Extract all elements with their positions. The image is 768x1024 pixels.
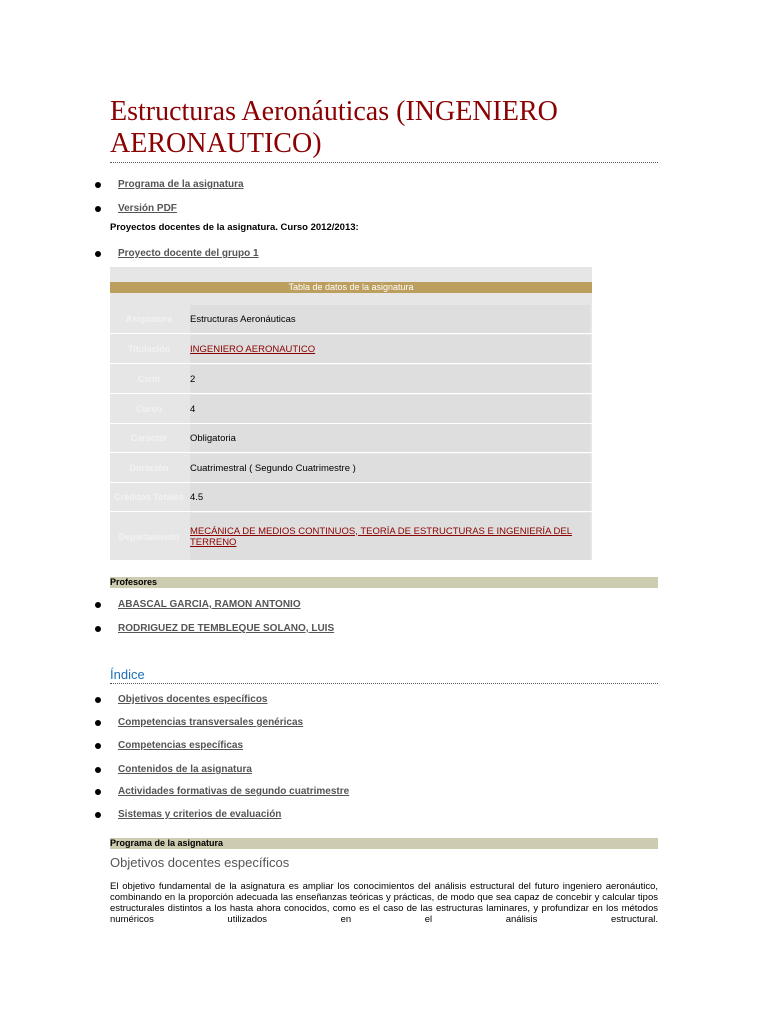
bullet-icon — [95, 767, 101, 773]
index-link[interactable]: Objetivos docentes específicos — [118, 694, 268, 705]
program-link[interactable]: Programa de la asignatura — [118, 179, 244, 190]
table-label: Ciclo — [137, 374, 160, 384]
program-heading: Programa de la asignatura — [110, 838, 658, 849]
objectives-heading: Objetivos docentes específicos — [110, 855, 290, 870]
index-link[interactable]: Competencias específicas — [118, 740, 244, 751]
bullet-icon — [95, 626, 101, 632]
pdf-version-link[interactable]: Versión PDF — [118, 203, 177, 214]
project-group-1-link[interactable]: Proyecto docente del grupo 1 — [118, 248, 259, 259]
course-data-table — [110, 267, 592, 560]
table-label: Departamento — [118, 531, 180, 542]
table-value: 4 — [190, 395, 590, 423]
index-link[interactable]: Contenidos de la asignatura — [118, 764, 252, 775]
table-label: Carácter — [130, 433, 168, 443]
department-link[interactable]: MECÁNICA DE MEDIOS CONTINUOS, TEORÍA DE ESTRUCTURAS E INGENIERÍA DEL TERRENO — [190, 513, 590, 560]
bullet-icon — [95, 812, 101, 818]
bullet-icon — [95, 720, 101, 726]
table-row — [110, 424, 592, 453]
bullet-icon — [95, 743, 101, 749]
bullet-icon — [95, 182, 101, 188]
professors-heading: Profesores — [110, 577, 658, 588]
table-row — [110, 365, 592, 394]
table-row — [110, 483, 592, 512]
projects-heading: Proyectos docentes de la asignatura. Curso 2012/2013: — [110, 222, 359, 233]
bullet-icon — [95, 789, 101, 795]
table-value: 4.5 — [190, 483, 590, 511]
table-row — [110, 335, 592, 364]
table-value: Cuatrimestral ( Segundo Cuatrimestre ) — [190, 454, 590, 482]
index-link[interactable]: Competencias transversales genéricas — [118, 717, 304, 728]
bullet-icon — [95, 697, 101, 703]
objectives-paragraph: El objetivo fundamental de la asignatura es ampliar los conocimientos del análisis estructural del futuro ingeniero aeronáutico, combinando en la proporción adecuada las enseñanzas teóricas y prácticas, de modo que sea capaz de concebir y calcular tipos estructurales distintos a los hasta ahora conocidos, como es el caso de las estructuras laminares, y profundizar en los métodos numéricos utilizados en el análisis estructural. — [110, 881, 658, 925]
bullet-icon — [95, 602, 101, 608]
table-row — [110, 395, 592, 424]
table-header: Tabla de datos de la asignatura — [110, 282, 592, 293]
table-value: 2 — [190, 365, 590, 393]
table-row — [110, 305, 592, 334]
degree-link[interactable]: INGENIERO AERONAUTICO — [190, 335, 590, 363]
index-heading: Índice — [110, 667, 658, 684]
table-label: Titulación — [127, 344, 171, 354]
bullet-icon — [95, 251, 101, 257]
index-link[interactable]: Actividades formativas de segundo cuatrimestre — [118, 786, 350, 797]
table-label: Créditos Totales — [114, 492, 184, 502]
table-label: Duración — [129, 463, 169, 473]
table-row — [110, 513, 592, 560]
professor-link[interactable]: RODRIGUEZ DE TEMBLEQUE SOLANO, LUIS — [118, 623, 335, 634]
table-label: Asignatura — [125, 314, 173, 324]
professor-link[interactable]: ABASCAL GARCIA, RAMON ANTONIO — [118, 599, 301, 610]
page-title — [110, 96, 658, 163]
index-link[interactable]: Sistemas y criterios de evaluación — [118, 809, 282, 820]
title-line-2: AERONAUTICO) — [110, 128, 322, 159]
table-value: Estructuras Aeronáuticas — [190, 305, 590, 333]
table-row — [110, 454, 592, 483]
table-value: Obligatoria — [190, 424, 590, 452]
table-label: Curso — [135, 404, 162, 414]
bullet-icon — [95, 206, 101, 212]
title-line-1: Estructuras Aeronáuticas (INGENIERO — [110, 96, 558, 127]
